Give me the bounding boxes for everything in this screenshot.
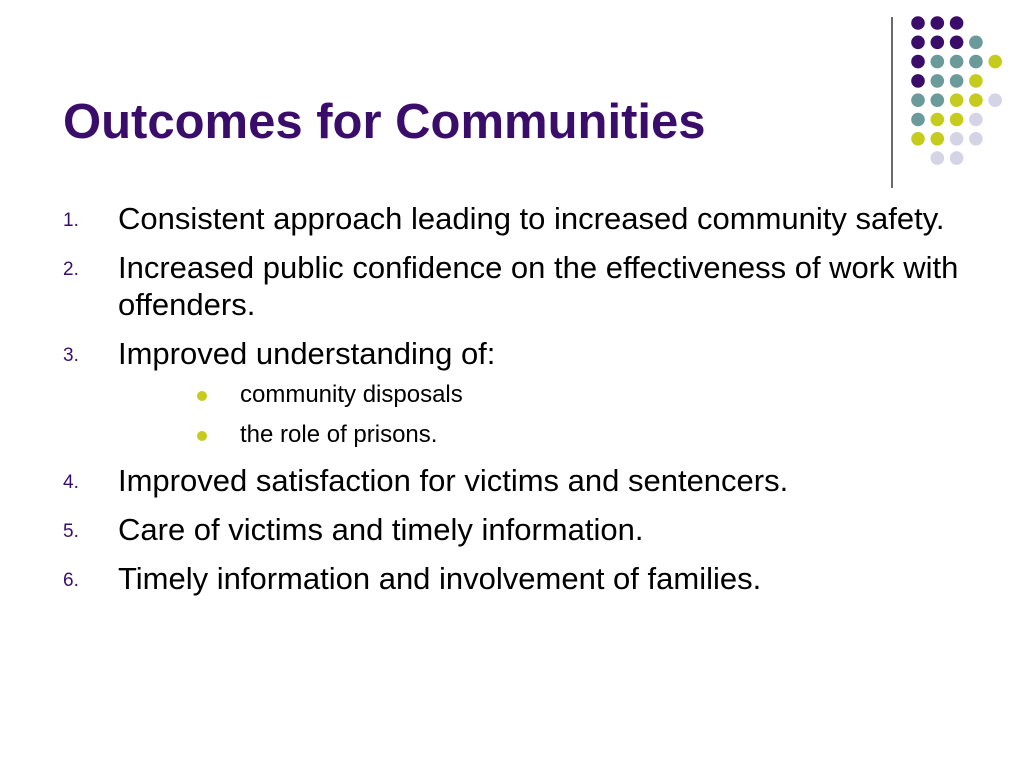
dot bbox=[931, 36, 945, 50]
dot bbox=[969, 55, 983, 69]
numbered-list bbox=[63, 200, 983, 597]
slide-title: Outcomes for Communities bbox=[63, 95, 706, 149]
dot bbox=[911, 132, 925, 146]
list-item-text: Increased public confidence on the effectiveness of work with offenders. bbox=[118, 250, 959, 322]
vertical-divider bbox=[891, 17, 893, 188]
bullet-icon bbox=[197, 391, 207, 401]
dot bbox=[931, 151, 945, 165]
dot bbox=[931, 16, 945, 30]
sub-list-item bbox=[118, 380, 983, 410]
dot bbox=[988, 55, 1002, 69]
dot bbox=[950, 151, 964, 165]
dot bbox=[911, 113, 925, 127]
dot bbox=[911, 16, 925, 30]
sub-list-item bbox=[118, 420, 983, 450]
dot bbox=[969, 132, 983, 146]
dot bbox=[969, 93, 983, 107]
dot bbox=[911, 55, 925, 69]
dot bbox=[950, 16, 964, 30]
dot bbox=[931, 113, 945, 127]
dot bbox=[931, 132, 945, 146]
list-number: 3. bbox=[63, 345, 79, 366]
list-item-3 bbox=[63, 335, 983, 450]
bullet-icon bbox=[197, 431, 207, 441]
dot bbox=[969, 113, 983, 127]
dot bbox=[950, 36, 964, 50]
list-item-4 bbox=[63, 462, 983, 499]
dot bbox=[911, 36, 925, 50]
sub-list-item-text: the role of prisons. bbox=[240, 421, 438, 448]
list-item-2 bbox=[63, 249, 983, 323]
dot bbox=[969, 74, 983, 88]
dot bbox=[950, 132, 964, 146]
list-item-6 bbox=[63, 560, 983, 597]
list-item-text: Consistent approach leading to increased community safety. bbox=[118, 201, 945, 236]
dot bbox=[931, 55, 945, 69]
dot bbox=[950, 93, 964, 107]
list-item-text: Care of victims and timely information. bbox=[118, 512, 644, 547]
list-item-text: Timely information and involvement of families. bbox=[118, 561, 762, 596]
list-number: 1. bbox=[63, 210, 79, 231]
list-number: 5. bbox=[63, 521, 79, 542]
dot bbox=[950, 55, 964, 69]
sub-list-item-text: community disposals bbox=[240, 381, 463, 408]
list-item-1 bbox=[63, 200, 983, 237]
list-item-text: Improved understanding of: bbox=[118, 336, 496, 371]
dot bbox=[931, 93, 945, 107]
list-item-5 bbox=[63, 511, 983, 548]
list-item-text: Improved satisfaction for victims and sentencers. bbox=[118, 463, 789, 498]
dot bbox=[969, 36, 983, 50]
dot bbox=[988, 93, 1002, 107]
dot bbox=[950, 74, 964, 88]
list-number: 2. bbox=[63, 259, 79, 280]
dot bbox=[911, 74, 925, 88]
dot bbox=[950, 113, 964, 127]
list-number: 6. bbox=[63, 570, 79, 591]
dot bbox=[931, 74, 945, 88]
list-number: 4. bbox=[63, 472, 79, 493]
dot bbox=[911, 93, 925, 107]
sub-list bbox=[118, 380, 983, 450]
